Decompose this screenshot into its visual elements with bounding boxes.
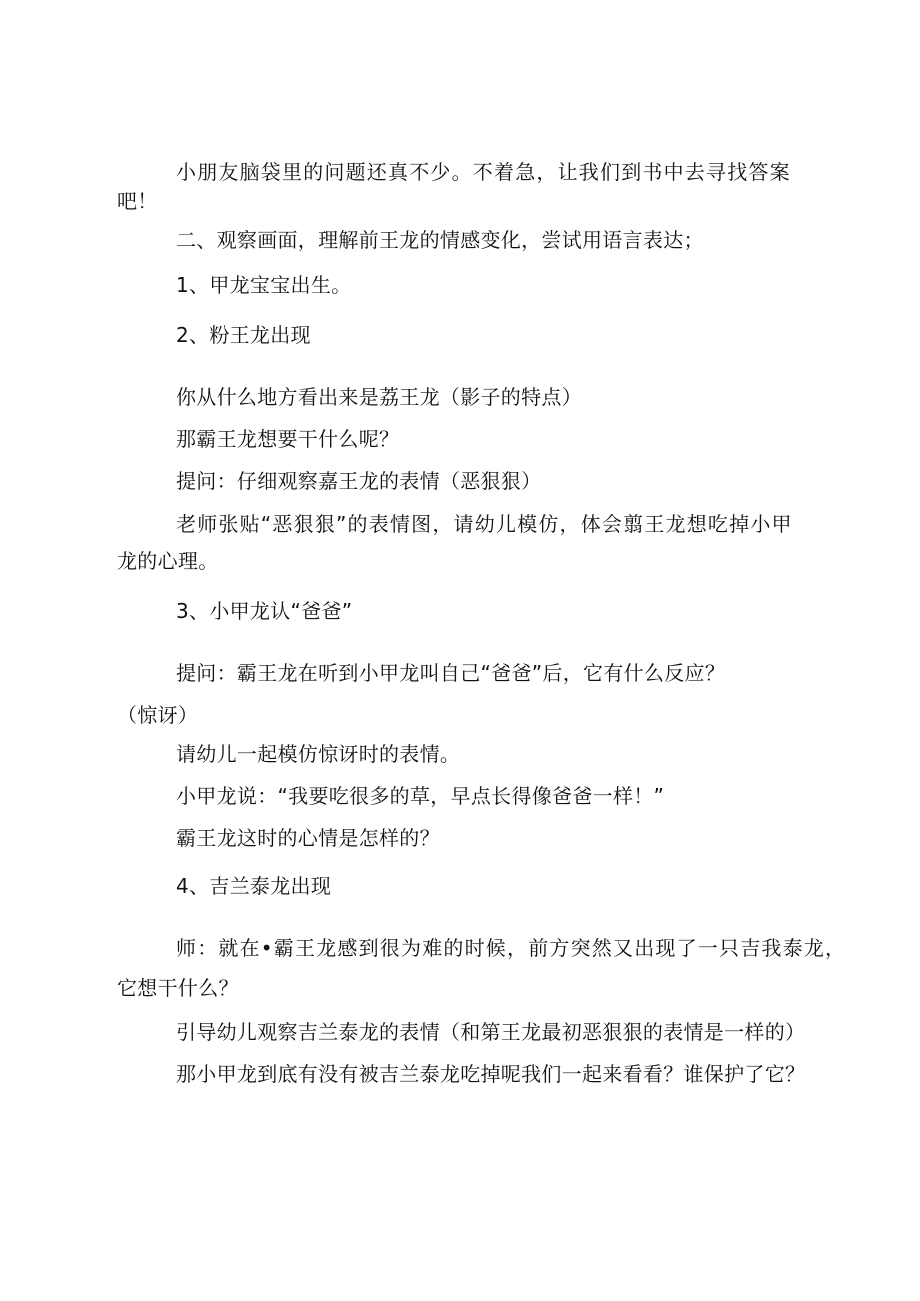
paragraph-teacher-narration-continuation: 它想干什么？ [117, 976, 239, 1000]
paragraph-question-expression: 提问：仔细观察嘉王龙的表情（恶狠狠） [176, 469, 542, 493]
list-item-three: 3、小甲龙认“爸爸” [176, 599, 353, 623]
paragraph-question-intent: 那霸王龙想要干什么呢？ [176, 427, 400, 451]
paragraph-guide-observation: 引导幼儿观察吉兰泰龙的表情（和第王龙最初恶狠狠的表情是一样的） [176, 1020, 806, 1044]
paragraph-question-shadow: 你从什么地方看出来是荔王龙（影子的特点） [176, 385, 582, 409]
paragraph-question-mood: 霸王龙这时的心情是怎样的？ [176, 826, 440, 850]
paragraph-intro: 小朋友脑袋里的问题还真不少。不着急，让我们到书中去寻找答案 [176, 160, 791, 184]
paragraph-answer-surprised: （惊讶） [117, 703, 199, 727]
paragraph-intro-continuation: 吧！ [117, 189, 158, 213]
paragraph-teacher-narration: 师：就在•霸王龙感到很为难的时候，前方突然又出现了一只吉我泰龙， [176, 936, 847, 960]
list-item-one: 1、甲龙宝宝出生。 [176, 273, 352, 297]
list-item-four: 4、吉兰泰龙出现 [176, 874, 332, 898]
section-heading-two: 二、观察画面，理解前王龙的情感变化，尝试用语言表达； [176, 228, 704, 252]
list-item-two: 2、粉王龙出现 [176, 323, 311, 347]
paragraph-teacher-activity: 老师张贴“恶狠狠”的表情图，请幼儿模仿，体会翦王龙想吃掉小甲 [176, 512, 793, 536]
paragraph-question-reaction: 提问：霸王龙在听到小甲龙叫自己“爸爸”后，它有什么反应？ [176, 661, 726, 685]
paragraph-quote: 小甲龙说：“我要吃很多的草，早点长得像爸爸一样！” [176, 784, 665, 808]
paragraph-teacher-activity-continuation: 龙的心理。 [117, 549, 219, 573]
paragraph-closing-question: 那小甲龙到底有没有被吉兰泰龙吃掉呢我们一起来看看？谁保护了它？ [176, 1062, 806, 1086]
paragraph-imitate-expression: 请幼儿一起模仿惊讶时的表情。 [176, 742, 461, 766]
